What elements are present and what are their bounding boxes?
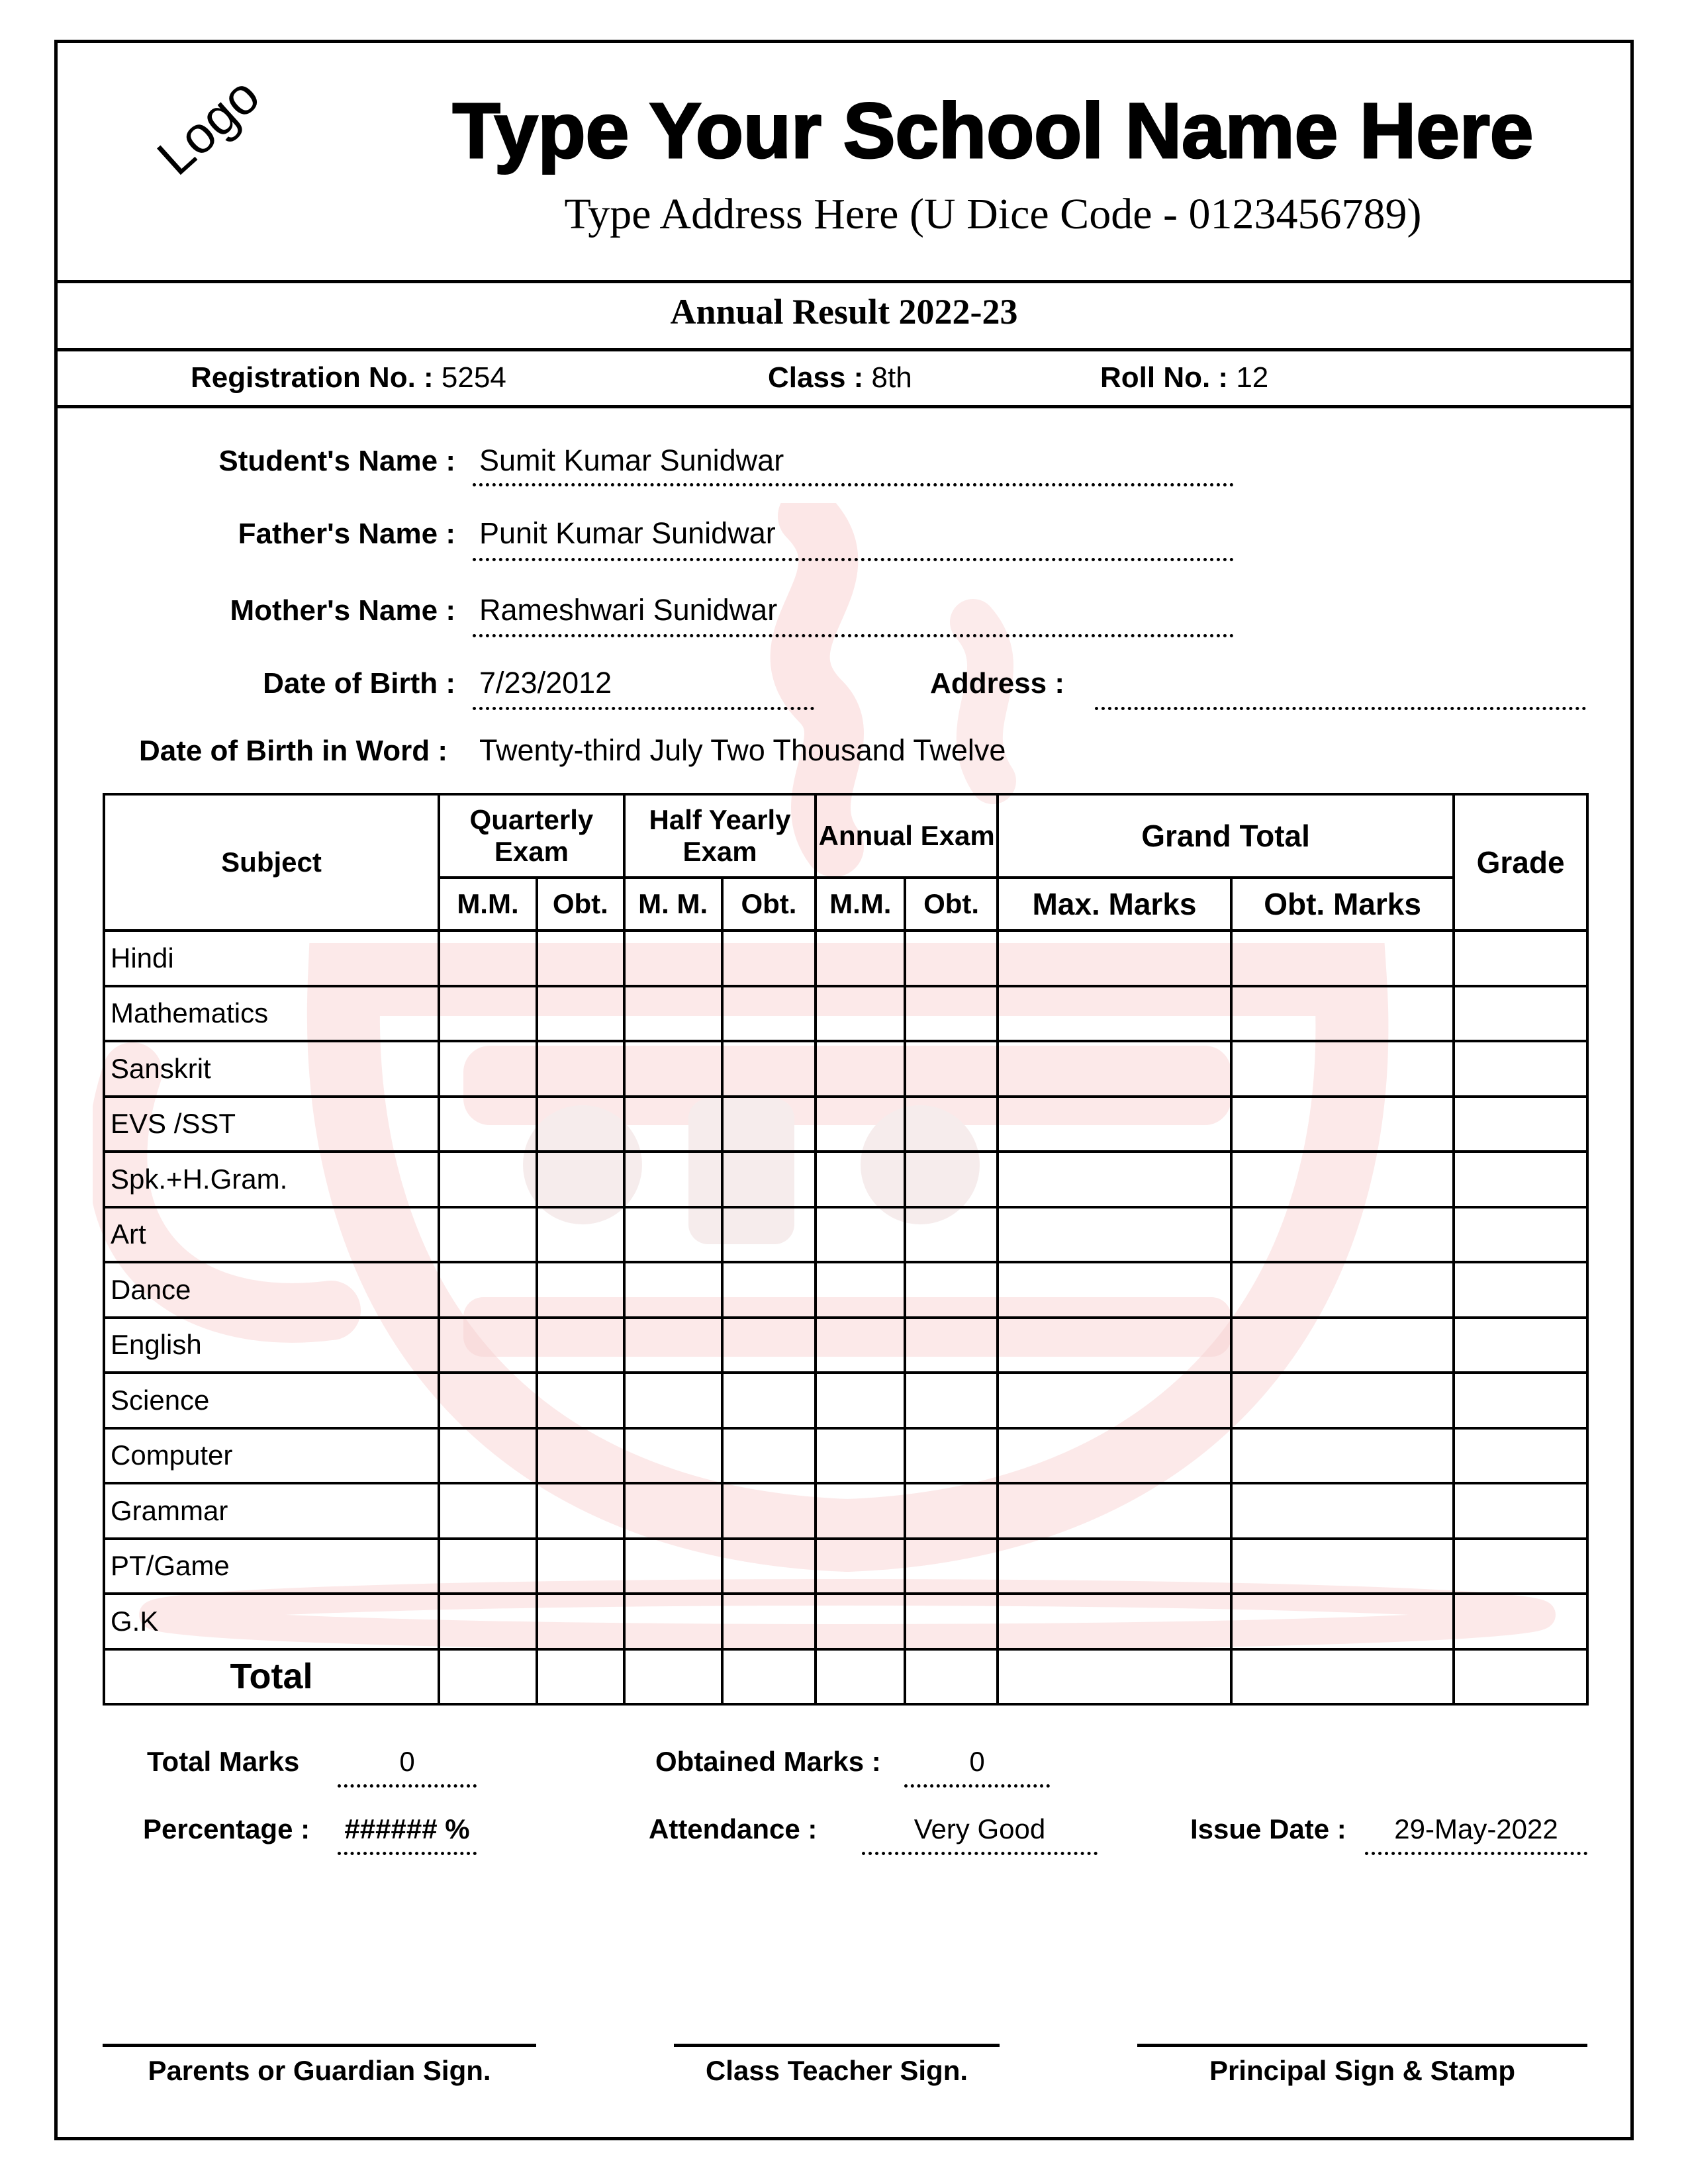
marks-cell[interactable]	[905, 986, 998, 1042]
marks-cell[interactable]	[722, 1594, 816, 1649]
half-yearly-header: Half Yearly Exam	[624, 794, 816, 878]
marks-cell[interactable]	[439, 1207, 537, 1263]
marks-cell[interactable]	[722, 1649, 816, 1705]
marks-cell[interactable]	[905, 1262, 998, 1318]
subject-name: Hindi	[104, 931, 439, 986]
marks-cell[interactable]	[537, 1483, 624, 1539]
subject-name: English	[104, 1318, 439, 1373]
grade-cell[interactable]	[1454, 1373, 1587, 1428]
marks-cell[interactable]	[537, 1428, 624, 1484]
marks-cell[interactable]	[998, 1483, 1231, 1539]
marks-cell[interactable]	[998, 1207, 1231, 1263]
marks-cell[interactable]	[439, 1428, 537, 1484]
marks-cell[interactable]	[624, 931, 722, 986]
marks-cell[interactable]	[816, 1594, 905, 1649]
marks-cell[interactable]	[816, 1649, 905, 1705]
attendance-label: Attendance :	[649, 1813, 818, 1844]
total-row	[104, 1649, 1587, 1705]
teacher-sign-line	[674, 2044, 1000, 2047]
grade-cell[interactable]	[1454, 1649, 1587, 1705]
father-name-label: Father's Name :	[238, 518, 455, 550]
marks-cell[interactable]	[537, 1041, 624, 1097]
marks-cell[interactable]	[722, 986, 816, 1042]
grade-cell[interactable]	[1454, 1318, 1587, 1373]
max-marks-header: Max. Marks	[998, 878, 1231, 931]
marks-cell[interactable]	[1231, 931, 1454, 986]
quarterly-obt-header: Obt.	[537, 878, 624, 931]
obtained-marks-label: Obtained Marks :	[655, 1746, 881, 1777]
marks-cell[interactable]	[722, 1483, 816, 1539]
marks-cell[interactable]	[816, 1152, 905, 1207]
class-info	[768, 361, 912, 394]
marks-cell[interactable]	[624, 1318, 722, 1373]
subject-name: Mathematics	[104, 986, 439, 1042]
marks-cell[interactable]	[816, 931, 905, 986]
marks-cell[interactable]	[998, 1262, 1231, 1318]
marks-cell[interactable]	[1231, 1041, 1454, 1097]
marks-cell[interactable]	[1231, 1262, 1454, 1318]
marks-cell[interactable]	[905, 1097, 998, 1152]
address-underline	[1095, 707, 1586, 710]
issue-date-value: 29-May-2022	[1394, 1813, 1558, 1844]
marks-cell[interactable]	[537, 1097, 624, 1152]
percentage-value: ###### %	[344, 1813, 470, 1844]
marks-cell[interactable]	[998, 1152, 1231, 1207]
marks-cell[interactable]	[537, 1318, 624, 1373]
marks-cell[interactable]	[905, 1483, 998, 1539]
subject-name: Spk.+H.Gram.	[104, 1152, 439, 1207]
marks-cell[interactable]	[624, 1483, 722, 1539]
marks-cell[interactable]	[439, 1539, 537, 1594]
grade-cell[interactable]	[1454, 1262, 1587, 1318]
result-title: Annual Result 2022-23	[670, 292, 1018, 332]
marks-cell[interactable]	[998, 1097, 1231, 1152]
marks-cell[interactable]	[624, 1373, 722, 1428]
grade-cell[interactable]	[1454, 1207, 1587, 1263]
subject-name: Art	[104, 1207, 439, 1263]
grade-cell[interactable]	[1454, 1152, 1587, 1207]
marks-cell[interactable]	[998, 931, 1231, 986]
marks-cell[interactable]	[998, 1649, 1231, 1705]
marks-cell[interactable]	[1231, 986, 1454, 1042]
table-row	[104, 1594, 1587, 1649]
parent-sign-label: Parents or Guardian Sign.	[148, 2055, 491, 2086]
roll-info	[1100, 361, 1268, 394]
marks-cell[interactable]	[439, 1097, 537, 1152]
subject-name: Science	[104, 1373, 439, 1428]
mother-name-value[interactable]: Rameshwari Sunidwar	[479, 593, 778, 627]
grade-header: Grade	[1454, 794, 1587, 931]
annual-mm-header: M.M.	[816, 878, 905, 931]
registration-value: 5254	[441, 361, 506, 394]
registration-info	[191, 361, 506, 394]
marks-cell[interactable]	[722, 1041, 816, 1097]
marks-cell[interactable]	[537, 1539, 624, 1594]
marks-cell[interactable]	[905, 1152, 998, 1207]
quarterly-header: Quarterly Exam	[439, 794, 624, 878]
marks-cell[interactable]	[905, 1649, 998, 1705]
marks-cell[interactable]	[905, 1428, 998, 1484]
table-row	[104, 931, 1587, 986]
subject-header: Subject	[104, 794, 439, 931]
issue-date-underline	[1365, 1852, 1587, 1855]
divider	[54, 348, 1634, 351]
school-address: Type Address Here (U Dice Code - 0123456789)	[564, 190, 1422, 238]
half-yearly-obt-header: Obt.	[722, 878, 816, 931]
marks-cell[interactable]	[722, 1373, 816, 1428]
marks-cell[interactable]	[722, 1318, 816, 1373]
marks-cell[interactable]	[722, 1539, 816, 1594]
marks-cell[interactable]	[722, 931, 816, 986]
marks-cell[interactable]	[998, 1041, 1231, 1097]
obt-marks-header: Obt. Marks	[1231, 878, 1454, 931]
marks-cell[interactable]	[1231, 1373, 1454, 1428]
marks-cell[interactable]	[624, 1428, 722, 1484]
marks-cell[interactable]	[439, 1594, 537, 1649]
marks-cell[interactable]	[722, 1207, 816, 1263]
grade-cell[interactable]	[1454, 1428, 1587, 1484]
marks-cell[interactable]	[624, 1152, 722, 1207]
marks-cell[interactable]	[998, 1539, 1231, 1594]
marks-cell[interactable]	[624, 1594, 722, 1649]
percentage-underline	[338, 1852, 477, 1855]
marks-cell[interactable]	[537, 1649, 624, 1705]
marks-table	[103, 793, 1589, 1706]
marks-cell[interactable]	[537, 1594, 624, 1649]
marks-cell[interactable]	[722, 1428, 816, 1484]
marks-cell[interactable]	[624, 1041, 722, 1097]
registration-label: Registration No. :	[191, 361, 434, 394]
class-label: Class :	[768, 361, 864, 394]
divider	[54, 405, 1634, 408]
marks-cell[interactable]	[816, 986, 905, 1042]
marks-cell[interactable]	[816, 1097, 905, 1152]
marks-cell[interactable]	[624, 1097, 722, 1152]
table-row	[104, 1152, 1587, 1207]
marks-cell[interactable]	[439, 1318, 537, 1373]
marks-cell[interactable]	[998, 1428, 1231, 1484]
annual-obt-header: Obt.	[905, 878, 998, 931]
subject-name: Grammar	[104, 1483, 439, 1539]
marks-cell[interactable]	[439, 1041, 537, 1097]
marks-cell[interactable]	[905, 931, 998, 986]
father-name-underline	[473, 558, 1234, 561]
marks-cell[interactable]	[537, 1262, 624, 1318]
roll-label: Roll No. :	[1100, 361, 1229, 394]
marks-cell[interactable]	[905, 1041, 998, 1097]
dob-underline	[473, 707, 814, 710]
marks-cell[interactable]	[998, 1594, 1231, 1649]
marks-cell[interactable]	[624, 1262, 722, 1318]
marks-cell[interactable]	[905, 1373, 998, 1428]
percentage-label: Percentage :	[143, 1813, 310, 1844]
grade-cell[interactable]	[1454, 1097, 1587, 1152]
subject-name: Dance	[104, 1262, 439, 1318]
marks-cell[interactable]	[537, 986, 624, 1042]
principal-sign-label: Principal Sign & Stamp	[1209, 2055, 1516, 2086]
quarterly-mm-header: M.M.	[439, 878, 537, 931]
marks-cell[interactable]	[537, 1207, 624, 1263]
father-name-value[interactable]: Punit Kumar Sunidwar	[479, 516, 776, 550]
attendance-value: Very Good	[914, 1813, 1046, 1844]
table-row	[104, 1373, 1587, 1428]
marks-cell[interactable]	[537, 1152, 624, 1207]
marks-cell[interactable]	[439, 1373, 537, 1428]
student-name-underline	[473, 483, 1234, 486]
marks-cell[interactable]	[1231, 1097, 1454, 1152]
table-row	[104, 1041, 1587, 1097]
marks-cell[interactable]	[816, 1373, 905, 1428]
marks-cell[interactable]	[1231, 1594, 1454, 1649]
subject-name: Sanskrit	[104, 1041, 439, 1097]
marks-cell[interactable]	[1231, 1483, 1454, 1539]
dob-word-value: Twenty-third July Two Thousand Twelve	[479, 733, 1006, 767]
address-label: Address :	[930, 667, 1064, 700]
marks-cell[interactable]	[816, 1041, 905, 1097]
grade-cell[interactable]	[1454, 986, 1587, 1042]
parent-sign-line	[103, 2044, 536, 2047]
marks-cell[interactable]	[905, 1318, 998, 1373]
grade-cell[interactable]	[1454, 1594, 1587, 1649]
marks-cell[interactable]	[439, 1483, 537, 1539]
class-value: 8th	[871, 361, 912, 394]
marks-cell[interactable]	[998, 1373, 1231, 1428]
grade-cell[interactable]	[1454, 1483, 1587, 1539]
table-row	[104, 1097, 1587, 1152]
marks-cell[interactable]	[722, 1262, 816, 1318]
marks-cell[interactable]	[1231, 1428, 1454, 1484]
marks-cell[interactable]	[439, 931, 537, 986]
subject-rows	[104, 931, 1587, 1649]
mother-name-underline	[473, 634, 1234, 637]
marks-cell[interactable]	[1231, 1649, 1454, 1705]
student-name-value[interactable]: Sumit Kumar Sunidwar	[479, 443, 784, 477]
marks-cell[interactable]	[439, 1262, 537, 1318]
grand-total-header: Grand Total	[998, 794, 1454, 878]
subject-name: PT/Game	[104, 1539, 439, 1594]
dob-value[interactable]: 7/23/2012	[479, 666, 612, 700]
marks-cell[interactable]	[624, 1207, 722, 1263]
marks-cell[interactable]	[624, 1649, 722, 1705]
table-row	[104, 1539, 1587, 1594]
marks-cell[interactable]	[722, 1152, 816, 1207]
marks-cell[interactable]	[998, 1318, 1231, 1373]
annual-header: Annual Exam	[816, 794, 998, 878]
marks-cell[interactable]	[816, 1539, 905, 1594]
marks-cell[interactable]	[905, 1207, 998, 1263]
total-marks-underline	[338, 1784, 477, 1788]
table-row	[104, 1262, 1587, 1318]
marks-cell[interactable]	[1231, 1318, 1454, 1373]
teacher-sign-label: Class Teacher Sign.	[705, 2055, 968, 2086]
grade-cell[interactable]	[1454, 1539, 1587, 1594]
marks-cell[interactable]	[998, 986, 1231, 1042]
marks-cell[interactable]	[816, 1483, 905, 1539]
divider	[54, 280, 1634, 283]
grade-cell[interactable]	[1454, 931, 1587, 986]
half-yearly-mm-header: M. M.	[624, 878, 722, 931]
marks-cell[interactable]	[439, 986, 537, 1042]
marks-cell[interactable]	[816, 1262, 905, 1318]
obtained-marks-value: 0	[969, 1746, 985, 1777]
table-row	[104, 1483, 1587, 1539]
marks-cell[interactable]	[1231, 1539, 1454, 1594]
marks-cell[interactable]	[1231, 1152, 1454, 1207]
dob-word-label: Date of Birth in Word :	[138, 735, 447, 767]
table-row	[104, 1428, 1587, 1484]
student-name-label: Student's Name :	[218, 445, 455, 477]
marks-cell[interactable]	[816, 1428, 905, 1484]
marks-cell[interactable]	[439, 1649, 537, 1705]
roll-value: 12	[1236, 361, 1269, 394]
marks-cell[interactable]	[537, 1373, 624, 1428]
obtained-marks-underline	[904, 1784, 1050, 1788]
grade-cell[interactable]	[1454, 1041, 1587, 1097]
attendance-underline	[862, 1852, 1098, 1855]
total-label: Total	[104, 1649, 439, 1705]
marks-cell[interactable]	[905, 1594, 998, 1649]
table-row	[104, 1207, 1587, 1263]
marks-cell[interactable]	[1231, 1207, 1454, 1263]
marks-cell[interactable]	[439, 1152, 537, 1207]
total-marks-value: 0	[399, 1746, 415, 1777]
school-name: Type Your School Name Here	[452, 87, 1534, 175]
table-row	[104, 986, 1587, 1042]
dob-label: Date of Birth :	[263, 667, 455, 700]
subject-name: G.K	[104, 1594, 439, 1649]
marks-cell[interactable]	[624, 1539, 722, 1594]
marks-cell[interactable]	[905, 1539, 998, 1594]
principal-sign-line	[1137, 2044, 1587, 2047]
table-row	[104, 1318, 1587, 1373]
total-marks-label: Total Marks	[147, 1746, 300, 1777]
marks-cell[interactable]	[537, 931, 624, 986]
mother-name-label: Mother's Name :	[230, 594, 455, 627]
marks-cell[interactable]	[816, 1207, 905, 1263]
logo-placeholder: Logo	[146, 66, 271, 187]
marks-cell[interactable]	[722, 1097, 816, 1152]
marks-cell[interactable]	[816, 1318, 905, 1373]
subject-name: EVS /SST	[104, 1097, 439, 1152]
issue-date-label: Issue Date :	[1190, 1813, 1346, 1844]
subject-name: Computer	[104, 1428, 439, 1484]
marks-cell[interactable]	[624, 986, 722, 1042]
